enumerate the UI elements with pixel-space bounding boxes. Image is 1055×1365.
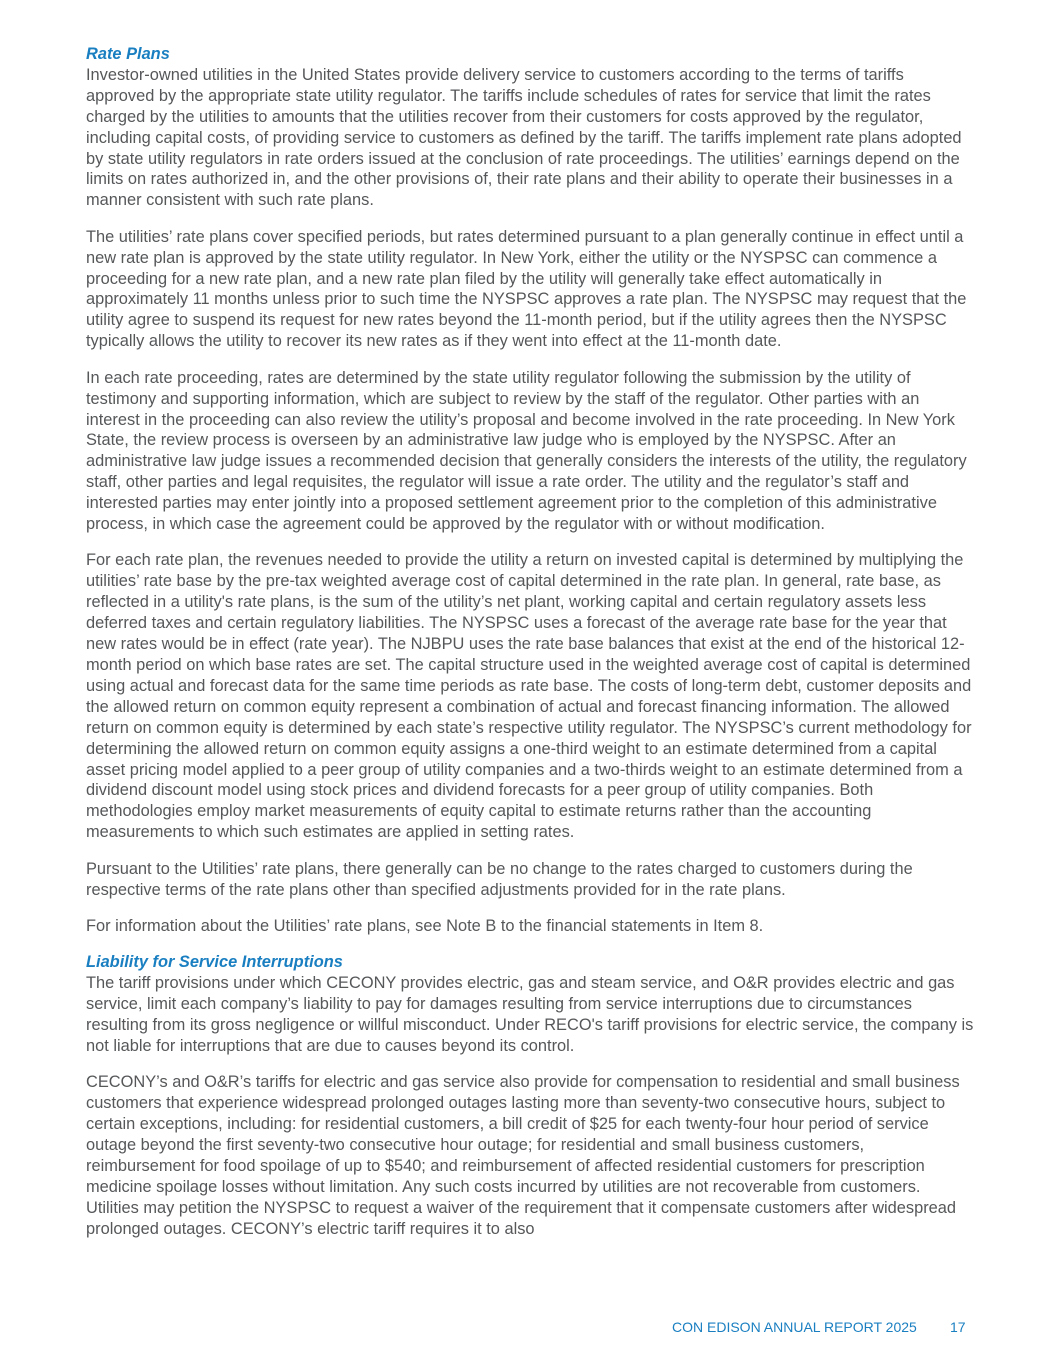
document-body [86,44,974,1255]
section-heading: Liability for Service Interruptions [86,953,343,972]
paragraph: The tariff provisions under which CECONY provides electric, gas and steam service, and O&R provides electric and gas service, limit each company’s liability to pay for damages resulting from service interruptions due to circumstances resulting from its gross negligence or willful misconduct. Under RECO's tariff provisions for electric service, the company is not liable for interruptions that are due to causes beyond its control. [86,974,974,1055]
paragraph: The utilities’ rate plans cover specified periods, but rates determined pursuant to a plan generally continue in effect until a new rate plan is approved by the state utility regulator. In New York, either the utility or the NYSPSC can commence a proceeding for a new rate plan, and a new rate plan filed by the utility will generally take effect automatically in approximately 11 months unless prior to such time the NYSPSC approves a rate plan. The NYSPSC may request that the utility agree to suspend its request for new rates beyond the 11-month period, but if the utility agrees then the NYSPSC typically allows the utility to recover its new rates as if they went into effect at the 11-month date. [86,227,967,351]
paragraph: For each rate plan, the revenues needed to provide the utility a return on invested capital is determined by multiplying the utilities’ rate base by the pre-tax weighted average cost of capital determined in the rate plan. In general, rate base, as reflected in a utility's rate plans, is the sum of the utility’s net plant, working capital and certain regulatory assets less deferred taxes and certain regulatory liabilities. The NYSPSC uses a forecast of the average rate base for the year that new rates would be in effect (rate year). The NJBPU uses the rate base balances that exist at the end of the historical 12-month period on which base rates are set. The capital structure used in the weighted average cost of capital is determined using actual and forecast data for the same time periods as rate base. The costs of long-term debt, customer deposits and the allowed return on common equity represent a combination of actual and forecast financing information. The allowed return on common equity is determined by each state’s respective utility regulator. The NYSPSC’s current methodology for determining the allowed return on common equity assigns a one-third weight to an estimate determined from a capital asset pricing model applied to a peer group of utility companies and a two-thirds weight to an estimate determined from a dividend discount model using stock prices and dividend forecasts for a peer group of utility companies. Both methodologies employ market measurements of equity capital to estimate returns rather than the accounting measurements to which such estimates are applied in setting rates. [86,551,972,842]
page-number: 17 [950,1319,966,1335]
page-footer [672,1319,966,1335]
paragraph: CECONY’s and O&R’s tariffs for electric and gas service also provide for compensation to residential and small business customers that experience widespread prolonged outages lasting more than seventy-two consecutive hours, subject to certain exceptions, including: for residential customers, a bill credit of $25 for each twenty-four hour period of service outage beyond the first seventy-two consecutive hour outage; for residential and small business customers, reimbursement for food spoilage of up to $540; and reimbursement of affected residential customers for prescription medicine spoilage losses without limitation. Any such costs incurred by utilities are not recoverable from customers. Utilities may petition the NYSPSC to request a waiver of the requirement that it compensate customers after widespread prolonged outages. CECONY’s electric tariff requires it to also [86,1073,960,1238]
paragraph: Investor-owned utilities in the United States provide delivery service to customers according to the terms of tariffs approved by the appropriate state utility regulator. The tariffs include schedules of rates for service that limit the rates charged by the utilities to amounts that the utilities recover from their customers for costs approved by the regulator, including capital costs, of providing service to customers as defined by the tariff. The tariffs implement rate plans adopted by state utility regulators in rate orders issued at the conclusion of rate proceedings. The utilities’ earnings depend on the limits on rates authorized in, and the other provisions of, their rate plans and their ability to operate their businesses in a manner consistent with such rate plans. [86,65,962,210]
section-liability [86,952,974,1239]
paragraph: Pursuant to the Utilities’ rate plans, there generally can be no change to the rates charged to customers during the respective terms of the rate plans other than specified adjustments provided for in the rate plans. [86,859,913,899]
paragraph: For information about the Utilities’ rate plans, see Note B to the financial statements in Item 8. [86,916,764,935]
section-rate-plans [86,44,974,937]
report-title: CON EDISON ANNUAL REPORT 2025 [672,1319,917,1335]
paragraph: In each rate proceeding, rates are determined by the state utility regulator following the submission by the utility of testimony and supporting information, which are subject to review by the staff of the regulator. Other parties with an interest in the proceeding can also review the utility’s proposal and become involved in the rate proceeding. In New York State, the review process is overseen by an administrative law judge who is employed by the NYSPSC. After an administrative law judge issues a recommended decision that generally considers the interests of the utility, the regulatory staff, other parties and legal requisites, the regulator will issue a rate order. The utility and the regulator’s staff and interested parties may enter jointly into a proposed settlement agreement prior to the completion of this administrative process, in which case the agreement could be approved by the regulator with or without modification. [86,368,967,534]
section-heading: Rate Plans [86,45,170,63]
